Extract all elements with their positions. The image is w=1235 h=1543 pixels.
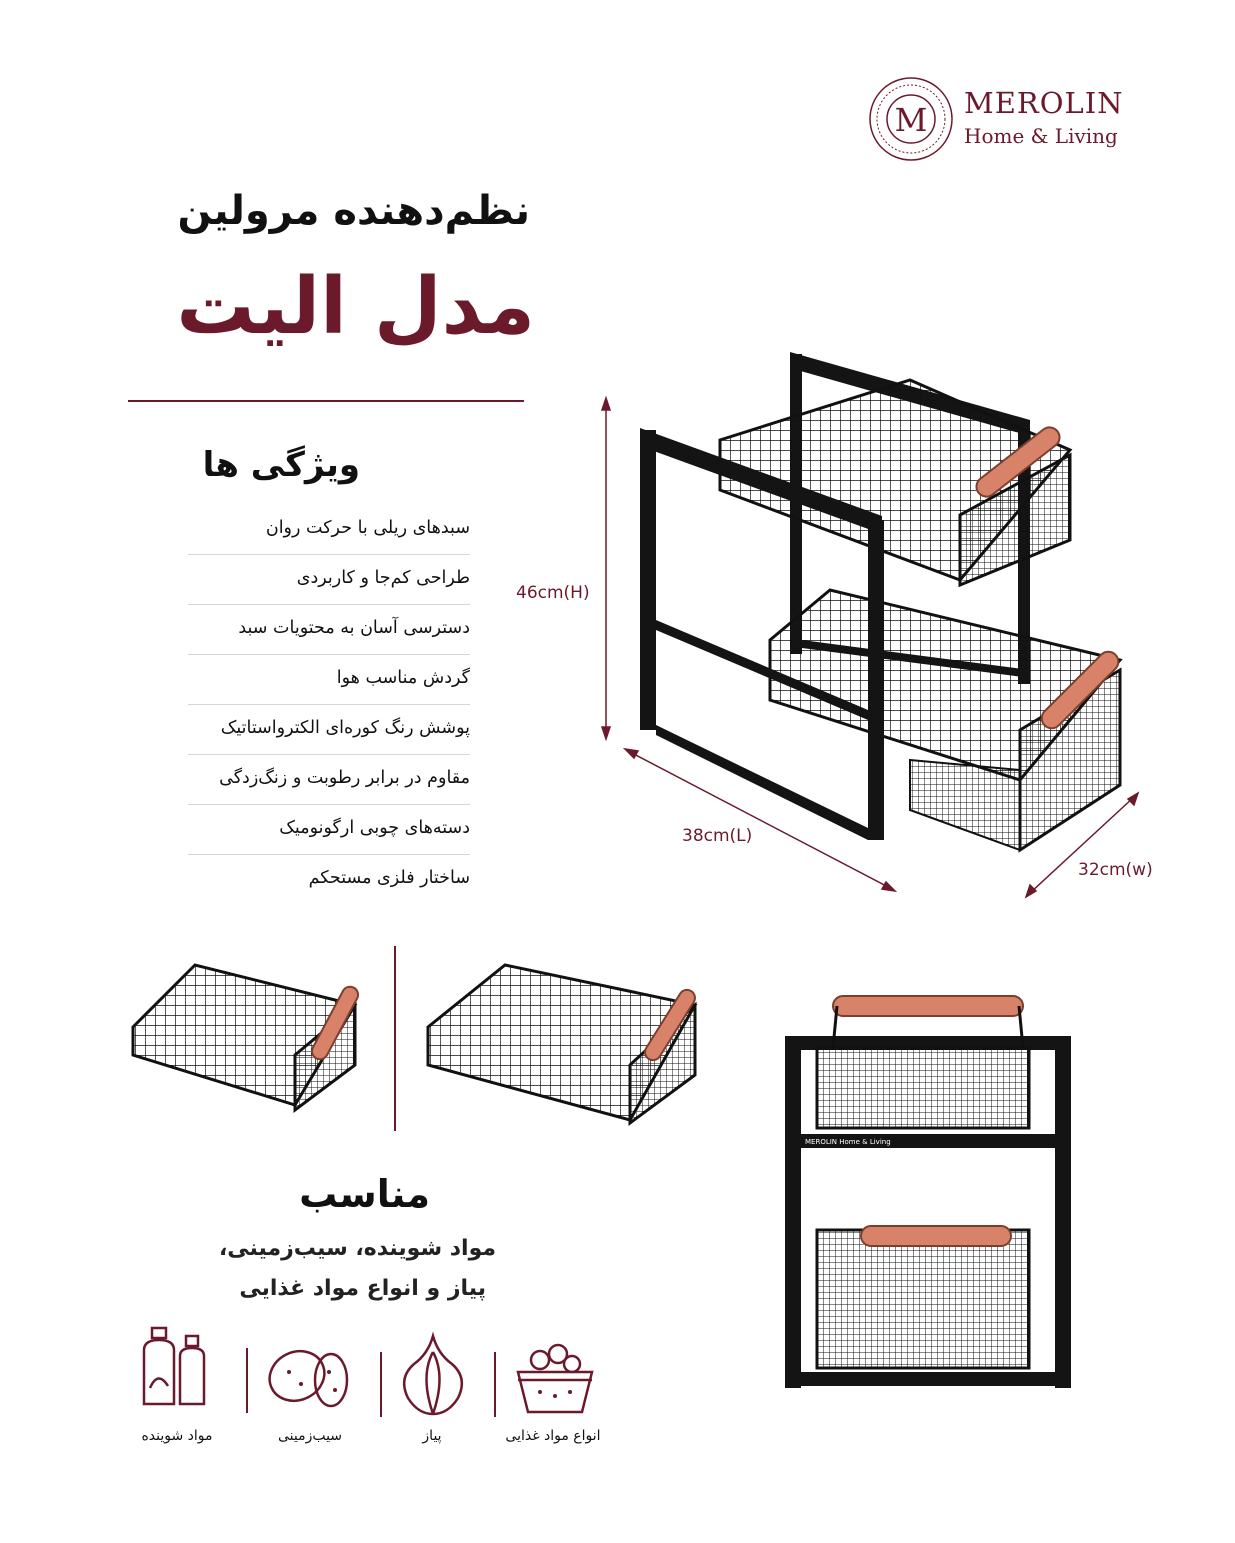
brand-name: MEROLIN	[964, 86, 1124, 120]
baskets-divider	[394, 946, 396, 1131]
feature-item: پوشش رنگ کوره‌ای الکترواستاتیک	[188, 705, 470, 755]
product-subtitle: نظم‌دهنده مرولین	[177, 188, 530, 234]
height-dimension-label: 46cm(H)	[516, 583, 590, 603]
brand-tagline: Home & Living	[964, 124, 1118, 148]
potato-icon	[265, 1332, 355, 1422]
rack-perspective-image	[600, 340, 1160, 860]
category-separator	[246, 1348, 248, 1413]
food-basket-icon	[510, 1336, 600, 1426]
feature-item: دسترسی آسان به محتویات سبد	[188, 605, 470, 655]
rack-front-image	[775, 992, 1075, 1392]
feature-item: مقاوم در برابر رطوبت و زنگ‌زدگی	[188, 755, 470, 805]
product-model-title: مدل الیت	[176, 262, 535, 352]
detergent-bottles-icon	[130, 1322, 220, 1412]
category-label-potato: سیب‌زمینی	[277, 1428, 343, 1444]
brand-seal-letter: M	[894, 101, 928, 139]
category-label-food: انواع مواد غذایی	[505, 1428, 601, 1444]
suitable-text-line2: پیاز و انواع مواد غذایی	[239, 1276, 486, 1301]
feature-item: ساختار فلزی مستحکم	[308, 868, 470, 888]
category-separator	[494, 1352, 496, 1417]
rack-brand-plate: MEROLIN Home & Living	[805, 1138, 891, 1146]
feature-item: دسته‌های چوبی ارگونومیک	[188, 805, 470, 855]
category-label-detergent: مواد شوینده	[141, 1428, 213, 1444]
length-dimension-label: 38cm(L)	[682, 826, 753, 846]
basket-image-right	[420, 955, 705, 1130]
width-dimension-label: 32cm(w)	[1078, 860, 1153, 880]
category-separator	[380, 1352, 382, 1417]
feature-item: طراحی کم‌جا و کاربردی	[188, 555, 470, 605]
feature-item: گردش مناسب هوا	[188, 655, 470, 705]
onion-icon	[388, 1328, 478, 1418]
suitable-heading: مناسب	[299, 1172, 430, 1216]
category-label-onion: پیاز	[422, 1428, 442, 1444]
suitable-text-line1: مواد شوینده، سیب‌زمینی،	[218, 1236, 496, 1261]
feature-item: سبدهای ریلی با حرکت روان	[188, 505, 470, 555]
basket-image-left	[125, 955, 365, 1115]
features-heading: ویژگی ها	[202, 445, 360, 485]
